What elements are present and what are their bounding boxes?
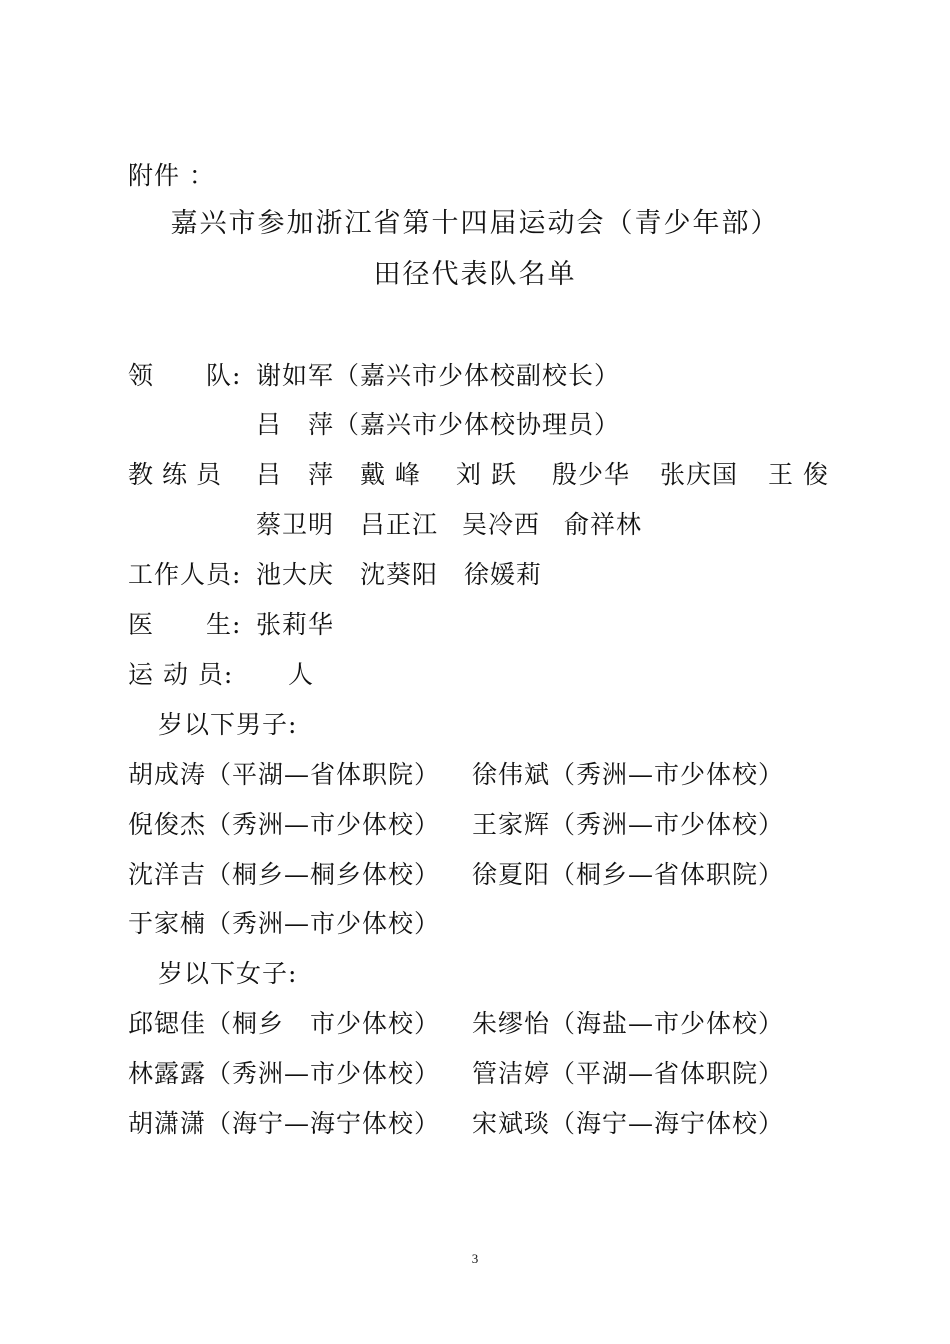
coach-name: 戴 峰 xyxy=(360,460,421,489)
coach-name: 吴冷西 xyxy=(462,510,541,539)
coach-name: 吕 萍 xyxy=(256,460,335,489)
athlete-entry: 邱锶佳（桐乡 市少体校） xyxy=(128,1009,441,1038)
leader-line-1: 谢如军（嘉兴市少体校副校长） xyxy=(256,361,621,390)
athlete-entry: 于家楠（秀洲—市少体校） xyxy=(128,909,441,938)
leader-line-2: 吕 萍（嘉兴市少体校协理员） xyxy=(256,410,621,439)
girls-heading: 岁以下女子: xyxy=(158,959,298,988)
leader-label: 领 队: xyxy=(128,361,242,390)
coach-name: 吕正江 xyxy=(360,510,439,539)
document-subtitle: 田径代表队名单 xyxy=(373,259,577,290)
doctor-name: 张莉华 xyxy=(256,610,335,639)
coach-name: 殷少华 xyxy=(552,460,631,489)
athlete-entry: 胡成涛（平湖—省体职院） xyxy=(128,760,441,789)
page-number: 3 xyxy=(471,1251,479,1266)
athlete-entry: 徐夏阳（桐乡—省体职院） xyxy=(472,860,785,889)
athlete-entry: 胡潇潇（海宁—海宁体校） xyxy=(128,1109,441,1138)
athletes-label: 运 动 员: xyxy=(128,660,234,689)
athlete-entry: 徐伟斌（秀洲—市少体校） xyxy=(472,760,785,789)
coach-name: 俞祥林 xyxy=(564,510,643,539)
coach-name: 刘 跃 xyxy=(456,460,517,489)
doctor-label: 医 生: xyxy=(128,610,242,639)
coaches-label: 教练员 xyxy=(128,460,231,489)
athlete-entry: 倪俊杰（秀洲—市少体校） xyxy=(128,810,441,839)
attachment-label: 附件 ： xyxy=(128,161,215,190)
boys-heading: 岁以下男子: xyxy=(158,710,298,739)
coach-name: 张庆国 xyxy=(660,460,739,489)
athlete-entry: 管洁婷（平湖—省体职院） xyxy=(472,1059,785,1088)
athlete-entry: 朱缪怡（海盐—市少体校） xyxy=(472,1009,785,1038)
athlete-entry: 宋斌琰（海宁—海宁体校） xyxy=(472,1109,785,1138)
staff-names: 池大庆 沈葵阳 徐媛莉 xyxy=(256,560,543,589)
coach-name: 王 俊 xyxy=(768,460,829,489)
staff-label: 工作人员: xyxy=(128,560,242,589)
document-title: 嘉兴市参加浙江省第十四届运动会（青少年部） xyxy=(170,208,780,239)
athlete-entry: 沈洋吉（桐乡—桐乡体校） xyxy=(128,860,441,889)
athlete-entry: 王家辉（秀洲—市少体校） xyxy=(472,810,785,839)
athletes-count: 人 xyxy=(288,660,315,689)
athlete-entry: 林露露（秀洲—市少体校） xyxy=(128,1059,441,1088)
coach-name: 蔡卫明 xyxy=(256,510,335,539)
